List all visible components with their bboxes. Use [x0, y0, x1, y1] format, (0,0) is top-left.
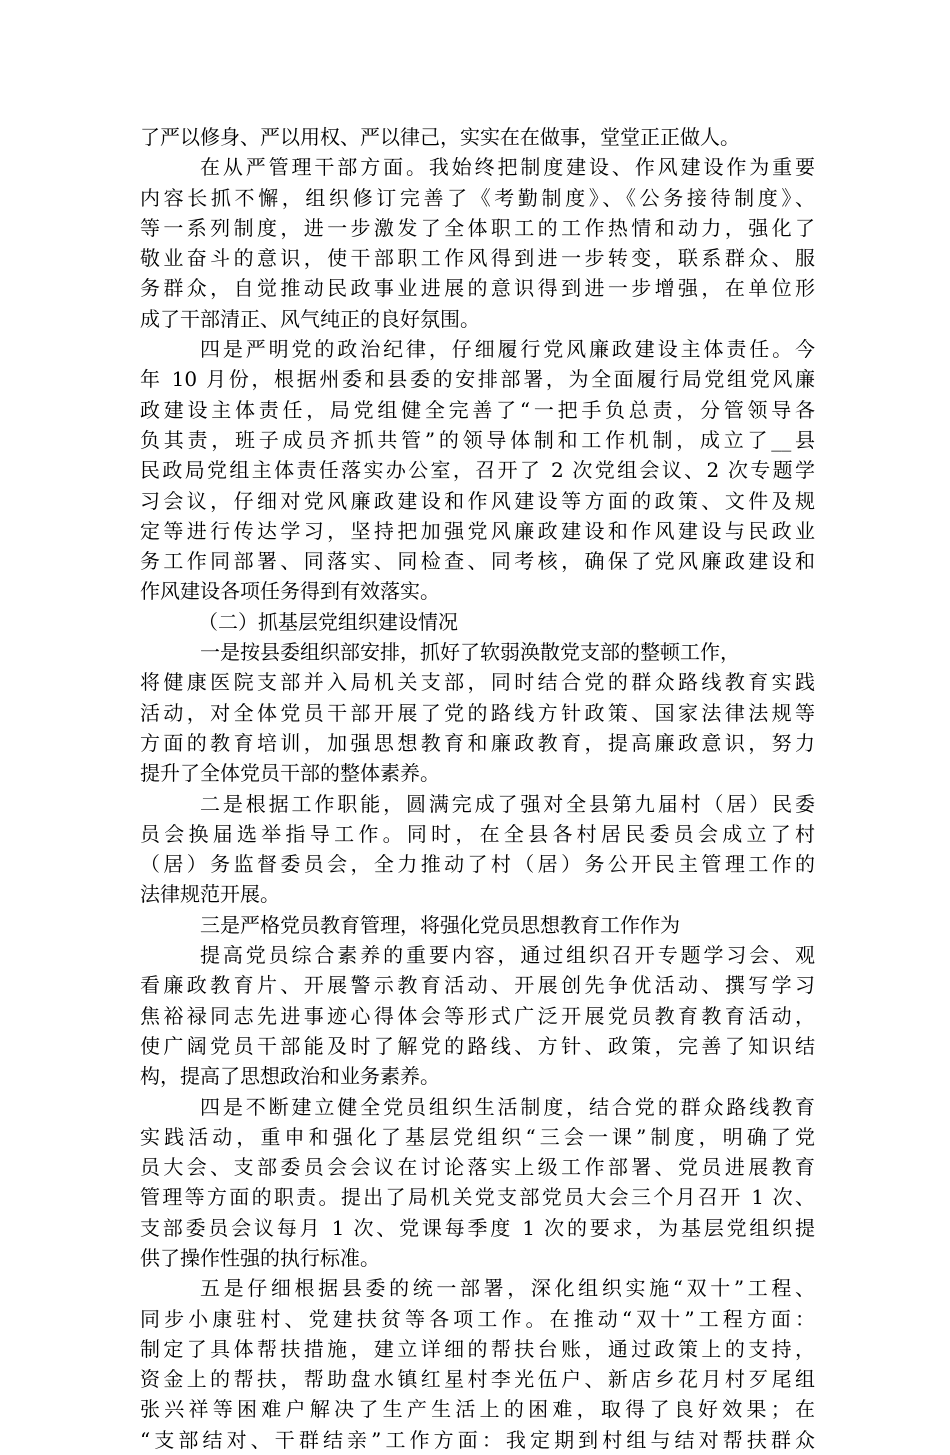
text-line: 政建设主体责任，局党组健全完善了“一把手负总责，分管领导各 [140, 397, 815, 422]
text-line: 三是严格党员教育管理，将强化党员思想教育工作作为 [200, 912, 680, 937]
text-line: 等一系列制度，进一步激发了全体职工的工作热情和动力，强化了 [140, 215, 815, 240]
text-line: 四是不断建立健全党员组织生活制度，结合党的群众路线教育 [200, 1094, 815, 1119]
text-line: 员大会、支部委员会会议在讨论落实上级工作部署、党员进展教育 [140, 1155, 815, 1180]
text-line: 实践活动，重申和强化了基层党组织“三会一课”制度，明确了党 [140, 1124, 815, 1149]
text-line: 定等进行传达学习，坚持把加强党风廉政建设和作风建设与民政业 [140, 518, 815, 543]
text-line: 务工作同部署、同落实、同检查、同考核，确保了党风廉政建设和 [140, 549, 815, 574]
text-line: 了严以修身、严以用权、严以律己，实实在在做事，堂堂正正做人。 [140, 125, 740, 149]
document-page [140, 122, 815, 1455]
text-line: 法律规范开展。 [140, 882, 280, 907]
text-line: 焦裕禄同志先进事迹心得体会等形式广泛开展党员教育教育活动， [140, 1003, 815, 1028]
text-line: （居）务监督委员会，全力推动了村（居）务公开民主管理工作的 [140, 852, 815, 877]
text-line: 在从严管理干部方面。我始终把制度建设、作风建设作为重要 [200, 155, 815, 180]
text-line: 张兴祥等困难户解决了生产生活上的困难，取得了良好效果；在 [140, 1397, 815, 1422]
text-line: 一是按县委组织部安排，抓好了软弱涣散党支部的整顿工作， [200, 640, 740, 665]
text-line: 将健康医院支部并入局机关支部，同时结合党的群众路线教育实践 [140, 670, 815, 695]
text-line: 提高党员综合素养的重要内容，通过组织召开专题学习会、观 [200, 943, 815, 968]
text-line: 供了操作性强的执行标准。 [140, 1245, 380, 1270]
text-line: 制定了具体帮扶措施，建立详细的帮扶台账，通过政策上的支持， [140, 1336, 815, 1361]
text-line: 使广阔党员干部能及时了解党的路线、方针、政策，完善了知识结 [140, 1033, 815, 1058]
text-line: 管理等方面的职责。提出了局机关党支部党员大会三个月召开 1 次、 [140, 1185, 815, 1210]
text-line: 五是仔细根据县委的统一部署，深化组织实施“双十”工程、 [200, 1276, 815, 1301]
text-line: 成了干部清正、风气纯正的良好氛围。 [140, 306, 480, 331]
text-line: 二是根据工作职能，圆满完成了强对全县第九届村（居）民委 [200, 791, 815, 816]
text-line: 员会换届选举指导工作。同时，在全县各村居民委员会成立了村 [140, 821, 815, 846]
text-line: 内容长抓不懈，组织修订完善了《考勤制度》、《公务接待制度》、 [140, 185, 815, 210]
text-line: 支部委员会议每月 1 次、党课每季度 1 次的要求，为基层党组织提 [140, 1215, 815, 1240]
text-line: 四是严明党的政治纪律，仔细履行党风廉政建设主体责任。今 [200, 337, 815, 362]
text-line: 看廉政教育片、开展警示教育活动、开展创先争优活动、撰写学习 [140, 973, 815, 998]
text-line: 民政局党组主体责任落实办公室，召开了 2 次党组会议、2 次专题学 [140, 458, 815, 483]
text-line: 活动，对全体党员干部开展了党的路线方针政策、国家法律法规等 [140, 700, 815, 725]
text-line: 方面的教育培训，加强思想教育和廉政教育，提高廉政意识，努力 [140, 730, 815, 755]
text-line: 构，提高了思想政治和业务素养。 [140, 1064, 440, 1089]
text-line: 提升了全体党员干部的整体素养。 [140, 761, 440, 786]
text-line: 负其责，班子成员齐抓共管”的领导体制和工作机制，成立了__县 [140, 427, 815, 452]
text-line: “支部结对、干群结亲”工作方面：我定期到村组与结对帮扶群众 [140, 1427, 815, 1452]
text-line: 同步小康驻村、党建扶贫等各项工作。在推动“双十”工程方面： [140, 1306, 815, 1331]
text-line: 务群众，自觉推动民政事业进展的意识得到进一步增强，在单位形 [140, 276, 815, 301]
text-line: 习会议，仔细对党风廉政建设和作风建设等方面的政策、文件及规 [140, 488, 815, 513]
text-line: 年 10 月份，根据州委和县委的安排部署，为全面履行局党组党风廉 [140, 367, 815, 392]
text-line: （二）抓基层党组织建设情况 [198, 609, 458, 634]
text-line: 资金上的帮扶，帮助盘水镇红星村李光伍户、新店乡花月村歹尾组 [140, 1367, 815, 1392]
text-line: 敬业奋斗的意识，使干部职工作风得到进一步转变，联系群众、服 [140, 246, 815, 271]
text-line: 作风建设各项任务得到有效落实。 [140, 579, 440, 604]
